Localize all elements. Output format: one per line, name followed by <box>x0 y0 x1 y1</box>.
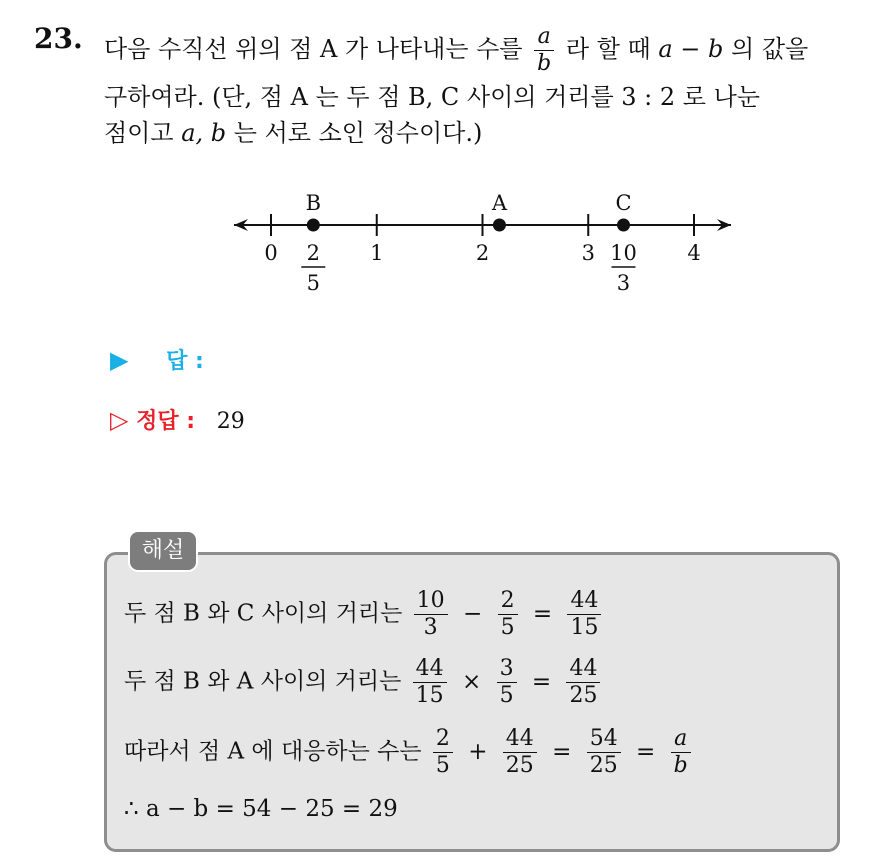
explanation-line-1 <box>124 590 605 639</box>
explanation-line-2 <box>124 658 604 707</box>
point-label: C <box>615 191 632 215</box>
tick-label: 0 <box>264 241 278 265</box>
point-label: A <box>491 191 508 215</box>
explanation-text: 두 점 B 와 A 사이의 거리는 <box>124 668 402 695</box>
play-triangle-icon: ▶ <box>110 346 129 374</box>
numerator: 44 <box>415 656 444 681</box>
question-variables: a, b <box>181 119 227 147</box>
answer-label: 답 : <box>166 349 204 374</box>
fraction <box>413 658 447 707</box>
fraction-numerator: a <box>537 24 551 49</box>
denominator: 3 <box>414 614 448 639</box>
question-number: 23. <box>34 22 83 55</box>
question-text: 는 서로 소인 정수이다.) <box>233 119 483 147</box>
correct-answer-row <box>110 404 245 435</box>
correct-answer-value: 29 <box>216 409 245 434</box>
numerator: 44 <box>505 726 534 751</box>
fraction <box>671 728 691 777</box>
correct-answer-label: 정답 : <box>136 409 196 434</box>
denominator: 5 <box>498 614 518 639</box>
point-dot <box>617 219 630 232</box>
answer-row <box>110 344 204 375</box>
fraction-denominator: b <box>534 50 554 75</box>
question-text: 점이고 <box>104 119 174 147</box>
question-line-2: 구하여라. (단, 점 A 는 두 점 B, C 사이의 거리를 3 : 2 로 나눈 <box>104 83 760 111</box>
point-fraction-denominator: 5 <box>306 271 320 295</box>
tick-label: 4 <box>687 241 701 265</box>
operator: − <box>462 600 483 627</box>
fraction <box>567 590 601 639</box>
question-expression: a − b <box>658 35 724 63</box>
fraction <box>433 728 453 777</box>
denominator: 5 <box>433 752 453 777</box>
numerator: 44 <box>570 588 599 613</box>
operator: + <box>468 738 488 765</box>
denominator: 15 <box>413 682 447 707</box>
point-label: B <box>305 191 322 215</box>
question-text: 다음 수직선 위의 점 A 가 나타내는 수를 <box>104 35 523 63</box>
numerator: a <box>674 726 688 751</box>
explanation-conclusion: ∴ a − b = 54 − 25 = 29 <box>124 796 398 822</box>
explanation-line-3 <box>124 728 695 777</box>
denominator: 5 <box>497 682 517 707</box>
denominator: 25 <box>587 752 621 777</box>
point-fraction-numerator: 10 <box>610 241 637 265</box>
fraction <box>497 658 517 707</box>
denominator: 25 <box>503 752 537 777</box>
fraction <box>566 658 600 707</box>
operator: = <box>636 738 656 765</box>
operator: = <box>531 668 552 695</box>
explanation-tag: 해설 <box>128 530 198 572</box>
fraction <box>503 728 537 777</box>
explanation-text: 따라서 점 A 에 대응하는 수는 <box>124 738 422 765</box>
tick-label: 2 <box>475 241 490 265</box>
tick-label: 3 <box>581 241 595 265</box>
fraction <box>587 728 621 777</box>
point-dot <box>493 219 506 232</box>
tick-label: 1 <box>370 241 384 265</box>
number-line <box>0 0 884 320</box>
numerator: 54 <box>589 726 618 751</box>
question-text: 라 할 때 <box>565 35 651 63</box>
denominator: b <box>671 752 691 777</box>
denominator: 25 <box>566 682 600 707</box>
operator: = <box>552 738 572 765</box>
numerator: 2 <box>500 588 515 613</box>
operator: = <box>532 600 553 627</box>
numerator: 44 <box>569 656 598 681</box>
point-fraction-denominator: 3 <box>616 271 631 295</box>
fraction <box>414 590 448 639</box>
operator: × <box>461 668 482 695</box>
point-dot <box>307 219 320 232</box>
numerator: 2 <box>435 726 450 751</box>
point-fraction-numerator: 2 <box>306 241 320 265</box>
outline-triangle-icon: ▷ <box>110 406 129 434</box>
question-text: 의 값을 <box>731 35 809 63</box>
fraction <box>498 590 518 639</box>
explanation-text: 두 점 B 와 C 사이의 거리는 <box>124 600 403 627</box>
denominator: 15 <box>567 614 601 639</box>
numerator: 10 <box>416 588 445 613</box>
numerator: 3 <box>499 656 514 681</box>
